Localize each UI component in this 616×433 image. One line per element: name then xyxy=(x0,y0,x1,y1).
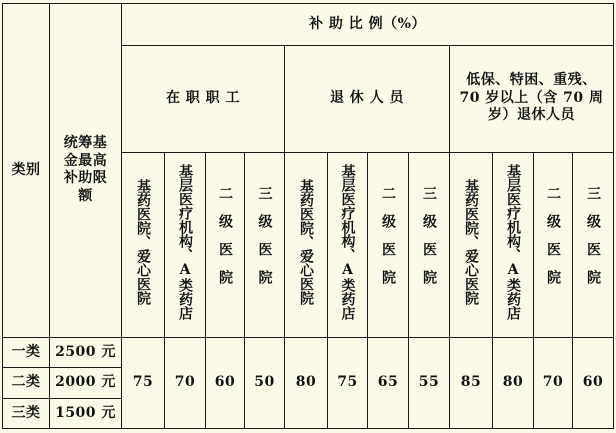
rate-cell: 60 xyxy=(206,337,245,428)
fund-max-line: 补助限 xyxy=(63,170,108,187)
subcol-header xyxy=(122,152,165,337)
rate-cell: 75 xyxy=(122,337,165,428)
group-in-service-employees: 在 职 职 工 xyxy=(122,45,285,152)
subcol-header xyxy=(328,152,368,337)
subcol-label: 基层医疗机构、A类药店 xyxy=(339,164,356,321)
rate-cell: 85 xyxy=(450,337,493,428)
subcol-label: 二级医院 xyxy=(217,186,234,299)
subcol-label: 二级医院 xyxy=(545,186,562,299)
rate-cell: 50 xyxy=(245,337,285,428)
subcol-header xyxy=(409,152,450,337)
subcol-header xyxy=(450,152,493,337)
category-cell: 二类 xyxy=(3,368,50,398)
subcol-header xyxy=(245,152,285,337)
rate-cell: 70 xyxy=(534,337,573,428)
subcol-label: 二级医院 xyxy=(380,186,397,299)
group-special-line: 70 岁以上（含 70 周 xyxy=(459,89,604,106)
amount-cell: 1500 元 xyxy=(50,398,122,428)
category-cell: 一类 xyxy=(3,337,50,367)
subcol-header xyxy=(285,152,328,337)
subcol-label: 基药医院、爱心医院 xyxy=(463,179,480,306)
rate-cell: 60 xyxy=(573,337,614,428)
subcol-header xyxy=(206,152,245,337)
subcol-label: 基层医疗机构、A类药店 xyxy=(505,164,522,321)
rate-cell: 75 xyxy=(328,337,368,428)
group-special-retirees xyxy=(450,45,614,152)
subcol-label: 基层医疗机构、A类药店 xyxy=(177,164,194,321)
subcol-label: 三级医院 xyxy=(256,186,273,299)
rate-cell: 80 xyxy=(285,337,328,428)
fund-max-header xyxy=(50,4,122,338)
rate-cell: 80 xyxy=(493,337,534,428)
fund-max-line: 金最高 xyxy=(63,152,108,169)
subcol-header xyxy=(368,152,409,337)
fund-max-line: 额 xyxy=(78,187,93,204)
subcol-label: 三级医院 xyxy=(421,186,438,299)
subsidy-ratio-table xyxy=(2,3,614,429)
subcol-header xyxy=(534,152,573,337)
group-special-line: 低保、特困、重残、 xyxy=(466,72,597,89)
subcol-header xyxy=(493,152,534,337)
group-special-line: 岁）退休人员 xyxy=(488,107,575,124)
subcol-header xyxy=(165,152,206,337)
rate-cell: 70 xyxy=(165,337,206,428)
ratio-title: 补 助 比 例（%） xyxy=(122,4,614,46)
category-cell: 三类 xyxy=(3,398,50,428)
amount-cell: 2000 元 xyxy=(50,368,122,398)
fund-max-line: 统筹基 xyxy=(63,135,108,152)
rate-cell: 55 xyxy=(409,337,450,428)
subcol-label: 基药医院、爱心医院 xyxy=(135,179,152,306)
group-retirees: 退 休 人 员 xyxy=(285,45,450,152)
subcol-header xyxy=(573,152,614,337)
rate-cell: 65 xyxy=(368,337,409,428)
subcol-label: 基药医院、爱心医院 xyxy=(298,179,315,306)
amount-cell: 2500 元 xyxy=(50,337,122,367)
category-header: 类别 xyxy=(3,4,50,338)
subcol-label: 三级医院 xyxy=(585,186,602,299)
